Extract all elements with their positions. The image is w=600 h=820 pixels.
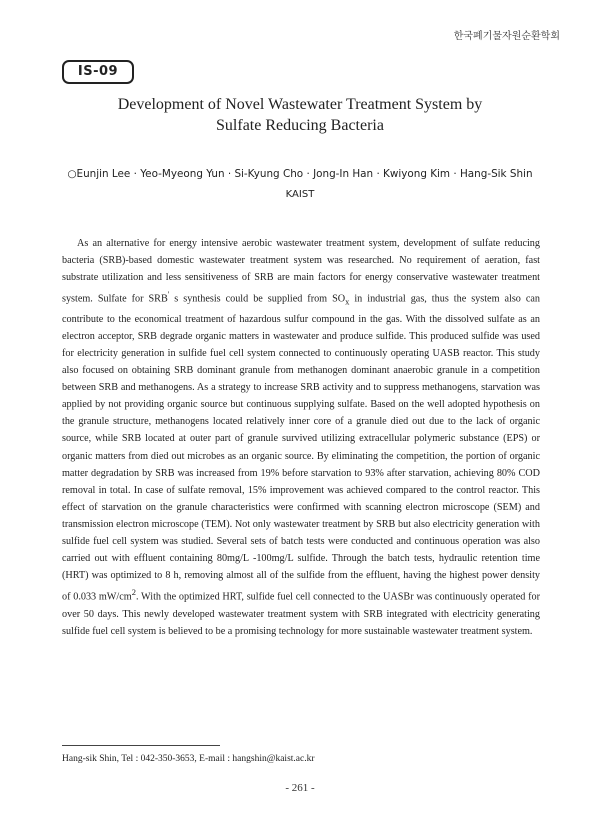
- abstract-text-3: in industrial gas, thus the system also can contribute to the economical treatment of hazardous sulfur compound in the gas. With the dissolved sulfate as an electron acceptor, SRB degrade organic matters in wastewater and produce sulfide. This produced sulfide was used for electricity generation in sulfide fuel cell system connected to continuously operating UASB reactor. This study also focused on obtaining SRB dominant granule from methanogen dominant anaerobic granule in a competition between SRB and methanogens. As a strategy to increase SRB activity and to suppress methanogens, starvation was applied by not providing organic source but continuous supplying sulfate. Based on the well adopted hypothesis on the granule structure, methanogens located relatively inner core of a granule died out due to the lack of organic source, while SRB located at outer part of granule survived utilizing extracellular polymeric substance (EPS) or organic matters from died out microbes as an organic source. By eliminating the competition, the portion of organic matter degradation by SRB was increased from 19% before starvation to 93% after starvation, achieving 80% COD removal in total. In case of sulfate removal, 15% improvement was achieved compared to the control reactor. This effect of starvation on the granule characteristics were confirmed with scanning electron microscope (SEM) and transmission electron microscope (TEM). Not only wastewater treatment by SRB but also electricity generation with sulfide fuel cell system was studied. Several sets of batch tests were conducted and continuous operation was also carried out with effluent containing 80mg/L -100mg/L sulfide. Through the batch tests, hydraulic retention time (HRT) was optimized to 8 h, removing almost all of the sulfide from the effluent, having the highest power density of 0.033 mW/cm: [62, 293, 541, 603]
- abstract-text-1: As an alternative for energy intensive aerobic wastewater treatment system, development of sulfate reducing bacteria (SRB)-based domestic wastewater treatment system was researched. No requirement of aeration, fast substrate utilization and less sensitiveness of SRB are main factors for energy conservative wastewater treatment system. Sulfate for SRB: [62, 238, 540, 305]
- prime-superscript: ': [167, 289, 170, 300]
- abstract-body: [62, 235, 540, 640]
- society-header: 한국폐기물자원순환학회: [453, 31, 560, 42]
- corresponding-author-footnote: Hang-sik Shin, Tel : 042-350-3653, E-mail : hangshin@kaist.ac.kr: [62, 754, 315, 764]
- author-list: [40, 168, 560, 180]
- footnote-divider: [62, 745, 220, 746]
- page-number: - 261 -: [285, 782, 315, 794]
- title-line-1: Development of Novel Wastewater Treatment System by: [117, 96, 483, 113]
- abstract-text-4: . With the optimized HRT, sulfide fuel cell connected to the UASBr was continuously operated for over 50 days. This newly developed wastewater treatment system with SRB integrated with electricity generating sulfide fuel cell system is believed to be a promising technology for more sustainable wastewater treatment system.: [62, 591, 540, 637]
- title-line-2: Sulfate Reducing Bacteria: [216, 117, 384, 134]
- author-names: Eunjin Lee · Yeo-Myeong Yun · Si-Kyung Cho · Jong-In Han · Kwiyong Kim · Hang-Sik Shin: [76, 168, 533, 180]
- author-affiliation: KAIST: [285, 189, 315, 200]
- abstract-text-2: s synthesis could be supplied from SO: [169, 293, 346, 305]
- squared-superscript: 2: [131, 587, 136, 598]
- presenter-marker: ○: [67, 168, 77, 180]
- session-code-badge: IS-09: [62, 60, 134, 84]
- paper-title: [60, 94, 540, 136]
- abstract-paragraph: [62, 235, 540, 640]
- x-subscript: x: [345, 296, 350, 307]
